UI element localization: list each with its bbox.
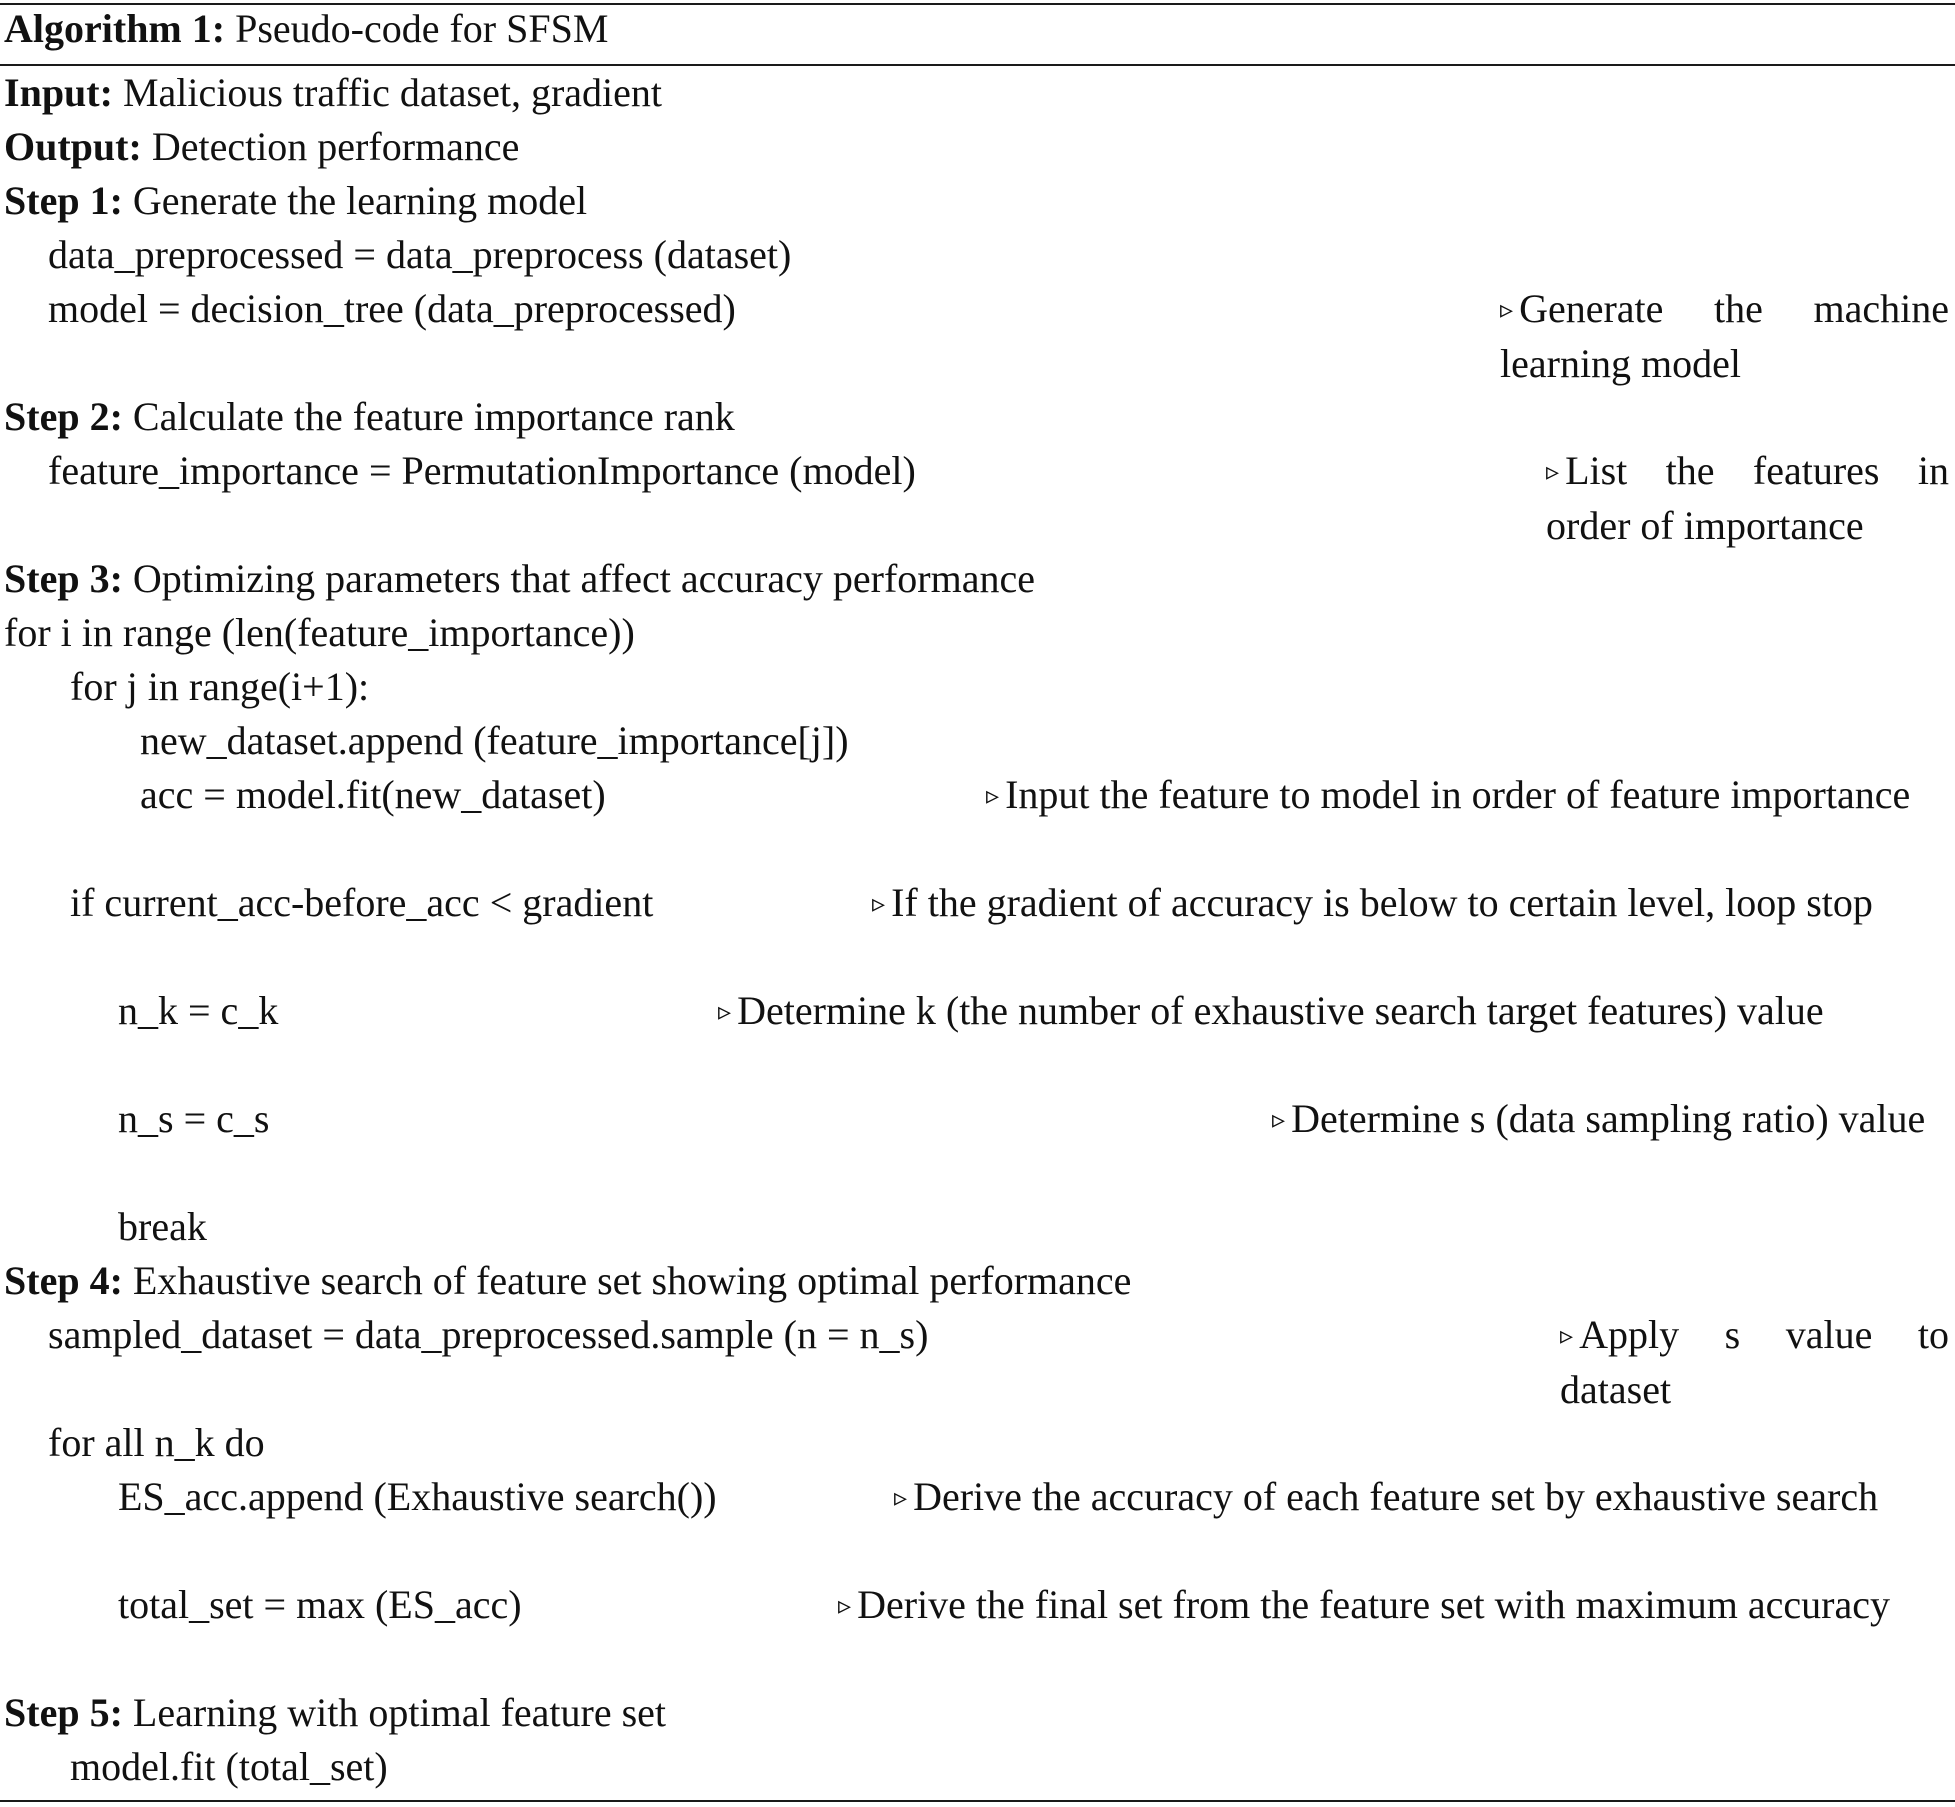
code-line: model.fit (total_set) [70,1744,388,1789]
triangle-marker-icon: ▹ [986,781,1000,810]
comment: ▹ Derive the final set from the feature set with maximum accuracy [838,1582,1890,1627]
comment: ▹ Derive the accuracy of each feature set by exhaustive search [894,1474,1879,1519]
code-line: n_s = c_s [118,1096,270,1141]
triangle-marker-icon: ▹ [894,1483,908,1512]
input-line: Input: Malicious traffic dataset, gradient [4,70,663,115]
triangle-marker-icon: ▹ [1546,457,1560,486]
code-line: total_set = max (ES_acc) [118,1582,522,1627]
code-line: break [118,1204,207,1249]
triangle-marker-icon: ▹ [872,889,886,918]
output-line: Output: Detection performance [4,124,520,169]
comment: ▹ List the features in order of importance [1546,448,1949,548]
step-5-heading: Step 5: Learning with optimal feature set [4,1690,667,1735]
code-line: data_preprocessed = data_preprocess (dataset) [48,232,792,277]
code-line: if current_acc-before_acc < gradient [70,880,654,925]
code-line: ES_acc.append (Exhaustive search()) [118,1474,717,1519]
comment: ▹ If the gradient of accuracy is below to certain level, loop stop [872,880,1873,925]
code-line: n_k = c_k [118,988,279,1033]
triangle-marker-icon: ▹ [718,997,732,1026]
code-line: for j in range(i+1): [70,664,370,709]
code-line: for i in range (len(feature_importance)) [4,610,635,655]
code-line: sampled_dataset = data_preprocessed.sample (n = n_s) [48,1312,929,1357]
algorithm-caption: Algorithm 1: Pseudo-code for SFSM [4,6,609,51]
comment: ▹ Input the feature to model in order of feature importance [986,772,1911,817]
code-line: new_dataset.append (feature_importance[j]) [140,718,849,763]
step-3-heading: Step 3: Optimizing parameters that affect accuracy performance [4,556,1035,601]
comment: ▹ Generate the machine learning model [1500,286,1949,386]
code-line: for all n_k do [48,1420,265,1465]
triangle-marker-icon: ▹ [838,1591,852,1620]
triangle-marker-icon: ▹ [1272,1105,1286,1134]
comment: ▹ Determine s (data sampling ratio) value [1272,1096,1926,1141]
step-2-heading: Step 2: Calculate the feature importance rank [4,394,735,439]
comment: ▹ Apply s value to dataset [1560,1312,1949,1412]
step-1-heading: Step 1: Generate the learning model [4,178,588,223]
code-line: acc = model.fit(new_dataset) [140,772,606,817]
step-4-heading: Step 4: Exhaustive search of feature set showing optimal performance [4,1258,1132,1303]
code-line: feature_importance = PermutationImportance (model) [48,448,916,493]
code-line: model = decision_tree (data_preprocessed) [48,286,736,331]
triangle-marker-icon: ▹ [1500,295,1514,324]
comment: ▹ Determine k (the number of exhaustive search target features) value [718,988,1824,1033]
triangle-marker-icon: ▹ [1560,1321,1574,1350]
bottom-rule [0,1800,1955,1802]
